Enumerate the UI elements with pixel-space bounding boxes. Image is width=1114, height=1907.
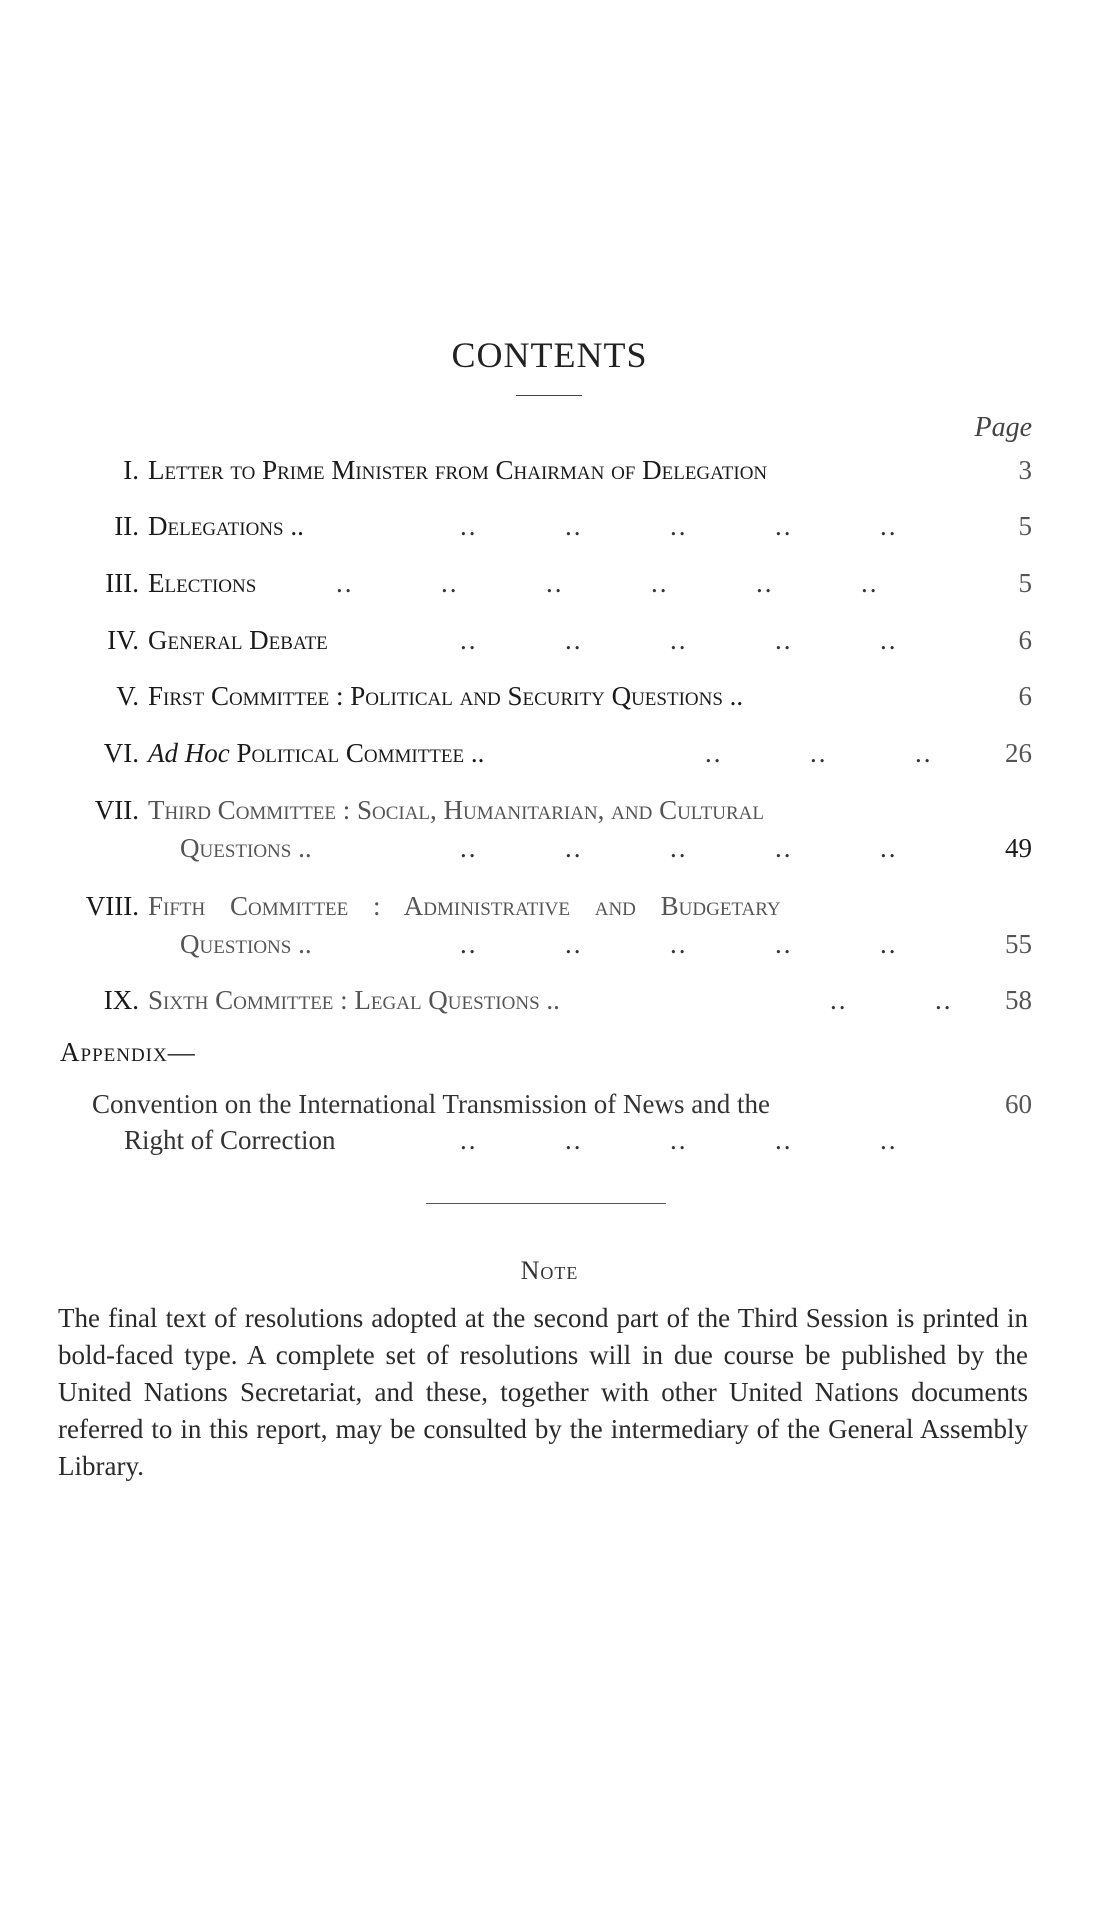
toc-entry-number: IX. <box>103 985 139 1015</box>
toc-entry-label: Third Committee : Social, Humanitarian, and Cultural <box>148 795 764 825</box>
toc-entry-number: VI. <box>103 738 139 768</box>
page-column-heading: Page <box>974 412 1032 443</box>
dot-leaders: .. .. .. .. .. <box>460 1125 898 1155</box>
toc-entry-number: IV. <box>107 625 139 655</box>
dot-leaders: .. .. .. .. .. .. <box>336 568 879 598</box>
toc-entry-label: Elections <box>148 568 257 598</box>
title-rule <box>516 395 582 396</box>
toc-entry-number: II. <box>114 511 139 541</box>
toc-entry <box>0 506 1114 546</box>
toc-entry-number: I. <box>123 455 139 485</box>
toc-entry <box>0 676 1114 716</box>
appendix-leaders-row <box>0 1120 1114 1160</box>
toc-entry-page: 26 <box>1005 738 1032 768</box>
toc-entry-page: 49 <box>1005 833 1032 863</box>
toc-entry <box>0 980 1114 1020</box>
toc-entry <box>0 450 1114 490</box>
dot-leaders: .. .. <box>830 985 953 1015</box>
toc-entry-page: 58 <box>1005 985 1032 1015</box>
toc-entry-page: 5 <box>1018 568 1032 598</box>
toc-entry <box>0 790 1114 830</box>
section-divider <box>426 1203 666 1204</box>
dot-leaders: .. .. .. .. .. <box>460 511 898 541</box>
appendix-heading: Appendix— <box>60 1037 196 1067</box>
dot-leaders: .. .. .. .. .. <box>460 833 898 863</box>
toc-entry-page: 6 <box>1018 681 1032 711</box>
toc-entry <box>0 620 1114 660</box>
toc-entry-label: Delegations .. <box>148 511 304 541</box>
dot-leaders: .. .. .. <box>705 738 933 768</box>
toc-entry-page: 3 <box>1018 455 1032 485</box>
toc-entry-label: First Committee : Political and Security Questions .. <box>148 681 744 711</box>
toc-entry-label-cont: Questions .. <box>180 929 312 959</box>
toc-entry-page: 5 <box>1018 511 1032 541</box>
note-text: The final text of resolutions adopted at the second part of the Third Session is printed in bold-faced type. A complete set of resolutions will in due course be published by the United Nations Secretariat, and these, together with other United Nations documents referred to in this report, may be consulted by the intermediary of the General Assembly Library. <box>58 1303 1028 1481</box>
toc-entry-label: Fifth Committee : Administrative and Budgetary <box>148 891 781 921</box>
toc-entry-number: VIII. <box>85 891 139 921</box>
toc-entry-label-italic: Ad Hoc <box>148 738 230 768</box>
appendix-entry-page-row <box>0 1084 1114 1124</box>
toc-entry-page: 6 <box>1018 625 1032 655</box>
appendix-entry-line-cont: Right of Correction <box>124 1125 336 1155</box>
toc-entry-label: General Debate <box>148 625 328 655</box>
toc-entry-label <box>148 733 484 773</box>
toc-entry-continuation <box>0 924 1114 964</box>
toc-entry-label-rest: Political Committee .. <box>229 738 485 768</box>
dot-leaders: .. .. .. .. .. <box>460 929 898 959</box>
page-title: CONTENTS <box>451 335 648 375</box>
toc-entry <box>0 733 1114 773</box>
toc-entry-number: V. <box>116 681 139 711</box>
toc-entry <box>0 886 1114 926</box>
dot-leaders: .. .. .. .. .. <box>460 625 898 655</box>
toc-entry-label-cont: Questions .. <box>180 833 312 863</box>
toc-entry <box>0 563 1114 603</box>
toc-entry-number: VII. <box>94 795 139 825</box>
toc-entry-continuation <box>0 828 1114 868</box>
toc-entry-number: III. <box>105 568 139 598</box>
toc-entry-label: Letter to Prime Minister from Chairman of Delegation <box>148 455 768 485</box>
note-title: Note <box>520 1256 579 1285</box>
toc-entry-label: Sixth Committee : Legal Questions .. <box>148 985 560 1015</box>
toc-entry-page: 55 <box>1005 929 1032 959</box>
appendix-entry-page: 60 <box>1005 1089 1032 1119</box>
appendix-entry-line: Convention on the International Transmission of News and the <box>92 1089 770 1119</box>
